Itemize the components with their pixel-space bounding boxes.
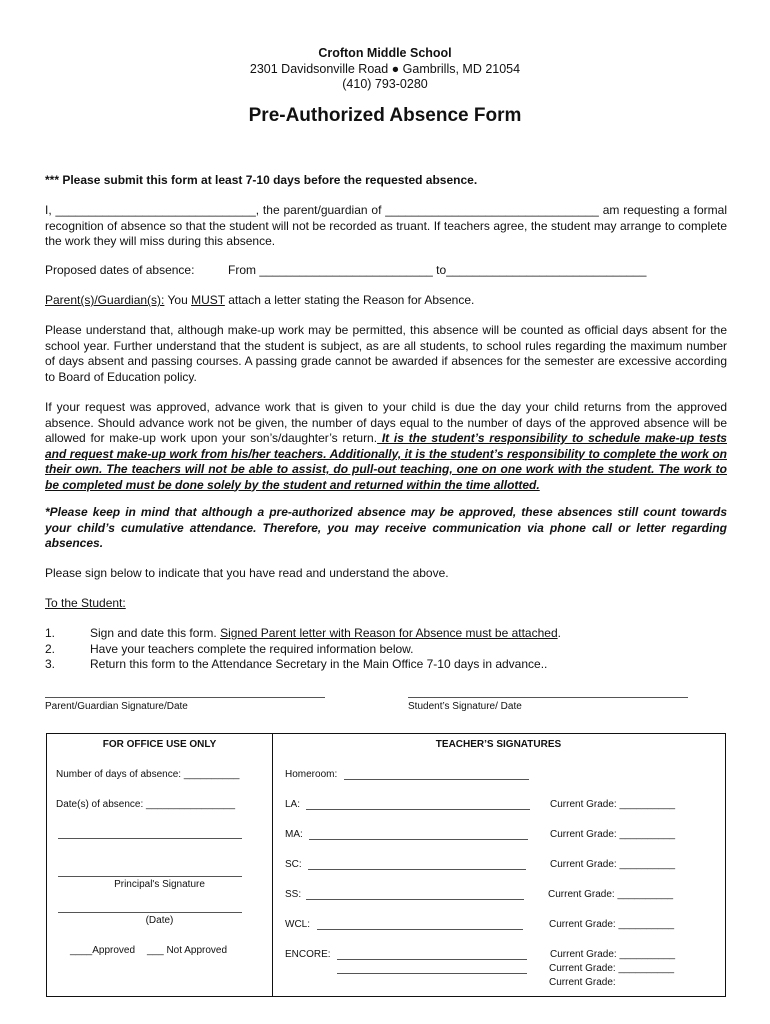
parent-signature-label: Parent/Guardian Signature/Date xyxy=(45,701,188,712)
ss-label: SS: xyxy=(285,889,302,900)
encore-grade-field-2[interactable]: Current Grade: __________ xyxy=(549,963,675,974)
encore-signature-line-2[interactable] xyxy=(337,973,527,974)
school-phone: (410) 793-0280 xyxy=(342,77,428,91)
keep-in-mind-paragraph: *Please keep in mind that although a pre-authorized absence may be approved, these absences still count towards your child’s cumulative attendance. Therefore, you may receive communication via phone call or letter regarding absences. xyxy=(45,505,727,550)
ma-label: MA: xyxy=(285,829,303,840)
student-signature-line[interactable] xyxy=(408,697,688,698)
parent-signature-line[interactable] xyxy=(45,697,325,698)
list-item: 1. Sign and date this form. Signed Parent letter with Reason for Absence must be attached. xyxy=(45,626,561,640)
office-line[interactable] xyxy=(58,838,242,839)
teachers-title: TEACHER’S SIGNATURES xyxy=(435,739,562,750)
la-label: LA: xyxy=(285,799,301,810)
dates-of-absence-field[interactable]: Date(s) of absence: ________________ xyxy=(56,799,236,810)
parents-label: Parent(s)/Guardian(s): xyxy=(45,293,165,307)
ma-signature-line[interactable] xyxy=(309,839,528,840)
understand-paragraph: Please understand that, although make-up work may be permitted, this absence will be counted as official days absent for the school year. Further understand that the student is subject, as are all students, to school rules regarding the maximum number of days absent and passing courses. A passing grade cannot be awarded if absences for the semester are excessive according to Board of Education policy. xyxy=(45,323,727,384)
encore-grade-field-3[interactable]: Current Grade: xyxy=(549,977,616,988)
parents-post: attach a letter stating the Reason for Absence. xyxy=(224,293,475,307)
ma-grade-field[interactable]: Current Grade: __________ xyxy=(550,829,676,840)
request-paragraph: I, ______________________________, the parent/guardian of ________________________________ am requesting a formal recognition of absence so that the student will not be recorded as truant. If teachers agree, the student may arrange to complete the work they will miss during this absence. xyxy=(45,203,727,248)
wcl-label: WCL: xyxy=(285,919,310,930)
ss-grade-field[interactable]: Current Grade: __________ xyxy=(548,889,674,900)
approved-option[interactable]: ____Approved xyxy=(70,945,136,956)
dates-range-field[interactable]: From __________________________ to______________________________ xyxy=(228,263,647,277)
school-name: Crofton Middle School xyxy=(318,46,452,60)
office-date-line[interactable] xyxy=(58,912,242,913)
parents-note xyxy=(45,293,474,307)
parents-pre: You xyxy=(164,293,192,307)
sign-below-text: Please sign below to indicate that you have read and understand the above. xyxy=(45,566,449,580)
advance-plain: If your request was approved, advance work that is given to your child is due the day your child returns from the approved absence. Should advance work not be given, the number of days equal to the number of days of the approved absence will be allowed for make-up work upon your son’s/daughter’s return. xyxy=(45,400,727,445)
student-signature-label: Student’s Signature/ Date xyxy=(408,701,522,712)
sc-grade-field[interactable]: Current Grade: __________ xyxy=(550,859,676,870)
homeroom-label: Homeroom: xyxy=(285,769,338,780)
wcl-signature-line[interactable] xyxy=(317,929,523,930)
homeroom-signature-line[interactable] xyxy=(344,779,529,780)
steps-list xyxy=(45,626,561,673)
page-title: Pre-Authorized Absence Form xyxy=(248,105,522,126)
encore-signature-line-1[interactable] xyxy=(337,959,527,960)
days-of-absence-field[interactable]: Number of days of absence: __________ xyxy=(56,769,240,780)
advance-emphasis: It is the student’s responsibility to schedule make-up tests and request make-up work from his/her teachers. Additionally, it is the student’s responsibility to complete the work on their own. The teachers will not be able to assist, do pull-out teaching, one on one work with the student. The work to be completed must be done solely by the student and returned within the time allotted. xyxy=(45,431,727,492)
principal-signature-label: Principal's Signature xyxy=(114,879,205,890)
office-title: FOR OFFICE USE ONLY xyxy=(102,739,217,750)
must-text: MUST xyxy=(191,293,225,307)
sc-label: SC: xyxy=(285,859,302,870)
encore-label: ENCORE: xyxy=(285,949,331,960)
not-approved-option[interactable]: ___ Not Approved xyxy=(147,945,228,956)
wcl-grade-field[interactable]: Current Grade: __________ xyxy=(549,919,675,930)
school-address: 2301 Davidsonville Road ● Gambrills, MD 21054 xyxy=(249,62,521,76)
la-signature-line[interactable] xyxy=(306,809,530,810)
box-divider xyxy=(272,734,273,996)
dates-label: Proposed dates of absence: xyxy=(45,263,195,277)
ss-signature-line[interactable] xyxy=(306,899,524,900)
principal-signature-line[interactable] xyxy=(58,876,242,877)
sc-signature-line[interactable] xyxy=(308,869,526,870)
to-student-heading: To the Student: xyxy=(45,596,126,610)
encore-grade-field-1[interactable]: Current Grade: __________ xyxy=(550,949,676,960)
office-date-label: (Date) xyxy=(145,915,174,926)
list-item: 2. Have your teachers complete the required information below. xyxy=(45,641,414,656)
submit-notice: *** Please submit this form at least 7-10 days before the requested absence. xyxy=(45,173,478,187)
la-grade-field[interactable]: Current Grade: __________ xyxy=(550,799,676,810)
list-item: 3. Return this form to the Attendance Secretary in the Main Office 7-10 days in advance.. xyxy=(45,657,548,671)
advance-paragraph xyxy=(45,400,727,493)
